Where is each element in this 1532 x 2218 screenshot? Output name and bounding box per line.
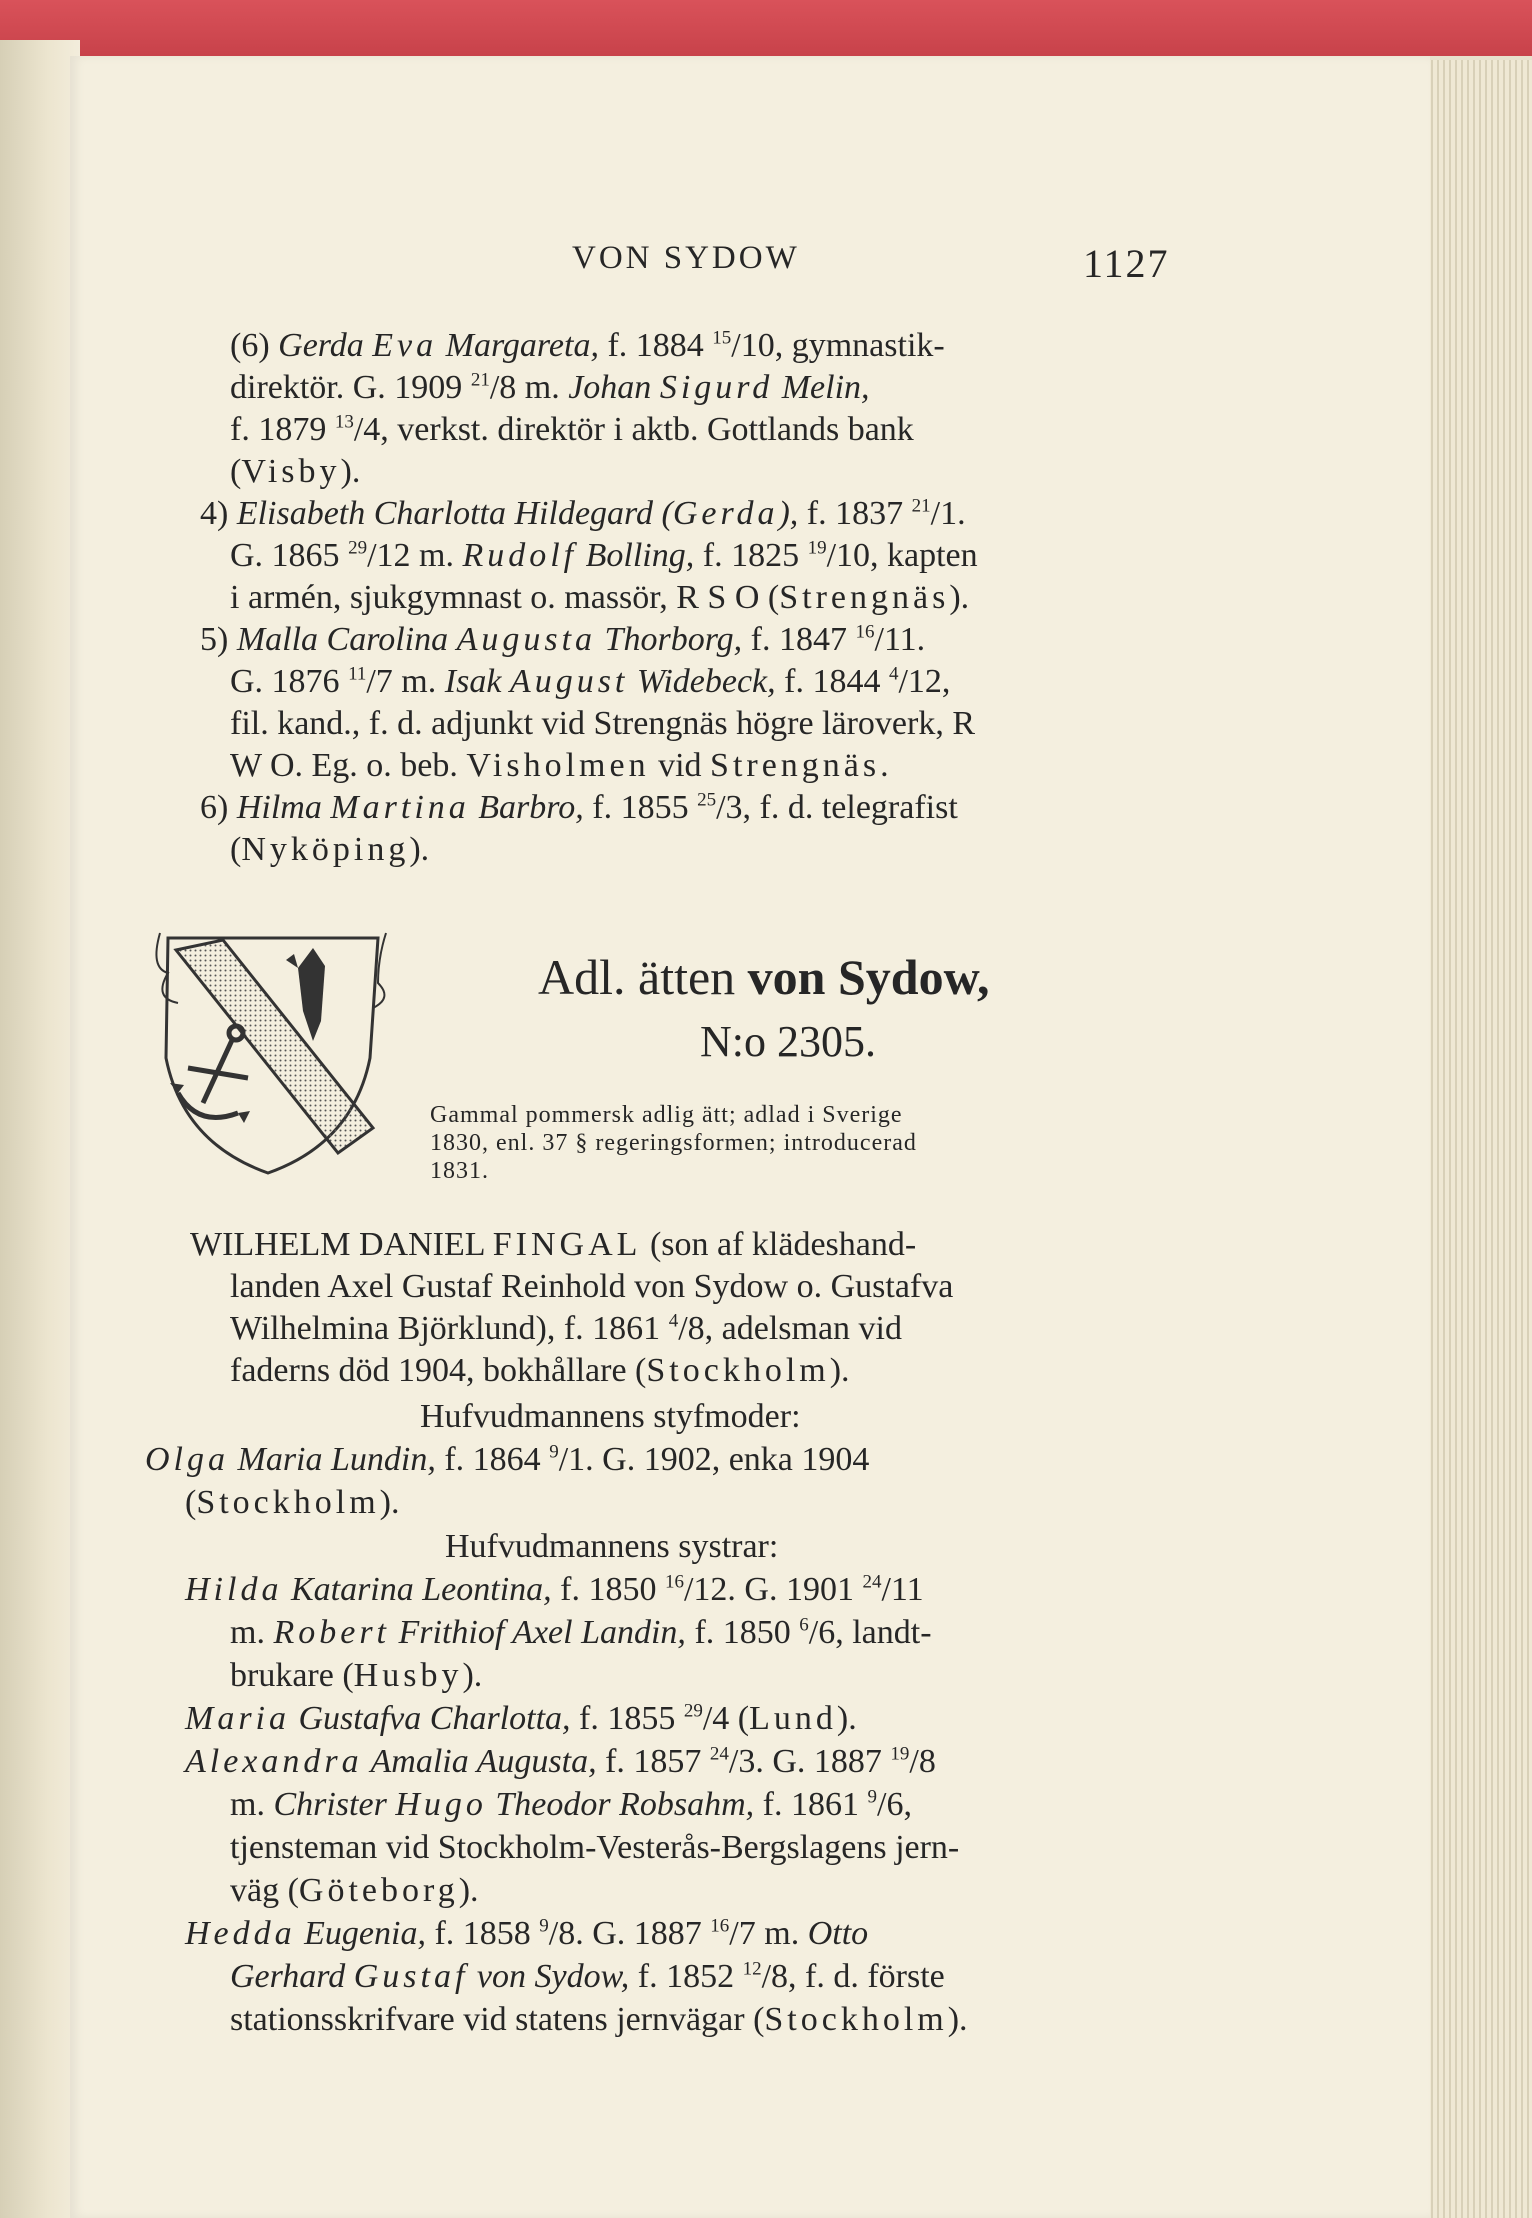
text-segment: von Sydow, <box>468 1958 630 1995</box>
page-edges <box>1425 60 1532 2218</box>
text-segment: Maria <box>185 1700 290 1737</box>
text-segment: väg ( <box>230 1872 299 1909</box>
text-segment: 29 <box>683 1700 703 1722</box>
text-line <box>230 326 945 366</box>
text-segment: f. 1858 <box>425 1915 540 1952</box>
text-line <box>200 620 925 660</box>
text-segment: ( <box>185 1484 197 1521</box>
family-number: N:o 2305. <box>700 1017 876 1066</box>
text-line <box>230 1785 912 1825</box>
text-segment: Margareta, <box>437 327 599 364</box>
text-segment: f. 1850 <box>685 1614 800 1651</box>
text-segment: Husby <box>353 1657 463 1694</box>
text-segment: Visby <box>241 453 341 490</box>
text-segment: 21 <box>470 369 490 391</box>
text-segment: Augusta <box>456 621 597 658</box>
text-segment: ). <box>462 1657 483 1694</box>
text-segment: 24 <box>862 1571 882 1593</box>
text-segment: (6) <box>230 327 279 364</box>
text-segment: 25 <box>697 789 717 811</box>
text-segment: G. 1865 <box>230 537 349 574</box>
text-segment: Martina <box>330 789 470 826</box>
text-line <box>200 788 958 828</box>
text-line <box>230 1309 902 1349</box>
text-segment: Malla Carolina <box>236 621 457 658</box>
text-segment: 9 <box>867 1786 877 1808</box>
text-segment: ). <box>340 453 361 490</box>
text-segment: direktör. G. 1909 <box>230 369 471 406</box>
text-segment: /11 <box>881 1571 924 1608</box>
page-number: 1127 <box>1083 241 1170 286</box>
text-segment: 9 <box>539 1915 549 1937</box>
text-line <box>445 1527 778 1567</box>
text-segment: Johan <box>568 369 660 406</box>
text-segment: 12 <box>742 1958 762 1980</box>
text-segment: f. 1852 <box>629 1958 743 1995</box>
text-segment: Gustafva Charlotta, <box>290 1700 571 1737</box>
family-heading: Adl. ätten von Sydow, <box>538 949 990 1005</box>
text-segment: Barbro, <box>469 789 584 826</box>
text-segment: f. 1855 <box>570 1700 684 1737</box>
text-segment: Sigurd <box>659 369 774 406</box>
text-segment: FINGAL <box>492 1226 642 1263</box>
text-segment: /10, kapten <box>826 537 978 574</box>
text-segment: Widebeck, <box>628 663 776 700</box>
text-segment: Visholmen <box>466 747 650 784</box>
text-line <box>230 368 870 408</box>
text-segment: Hufvudmannens styfmoder: <box>420 1398 801 1435</box>
text-segment: /8 m. <box>489 369 569 406</box>
text-segment: Frithiof Axel Landin, <box>390 1614 686 1651</box>
text-segment: ). <box>949 579 970 616</box>
text-segment: Christer <box>273 1786 396 1823</box>
text-line <box>230 830 429 870</box>
text-segment: 19 <box>890 1743 910 1765</box>
text-segment: f. 1879 <box>230 411 335 448</box>
text-segment: f. 1857 <box>596 1743 710 1780</box>
text-segment: /8, adelsman vid <box>678 1310 902 1347</box>
text-segment: ( <box>230 831 242 868</box>
text-segment: 21 <box>911 495 931 517</box>
text-segment: Otto <box>807 1915 869 1952</box>
text-line <box>230 536 978 576</box>
text-segment: 15 <box>712 327 732 349</box>
text-segment: 6) <box>200 789 237 826</box>
text-line <box>420 1397 801 1437</box>
text-segment: faderns död 1904, bokhållare ( <box>230 1352 647 1389</box>
text-line <box>200 494 966 534</box>
text-segment: Hilda <box>185 1571 283 1608</box>
text-segment: f. 1847 <box>742 621 856 658</box>
text-segment: /8 <box>909 1743 936 1780</box>
text-segment: Gerhard <box>230 1958 354 1995</box>
text-segment: f. 1844 <box>775 663 889 700</box>
text-segment: ). <box>409 831 430 868</box>
text-segment: G. 1876 <box>230 663 349 700</box>
text-segment: /3. G. 1887 <box>728 1743 891 1780</box>
text-line <box>230 578 969 618</box>
text-segment: /7 m. <box>729 1915 808 1952</box>
text-segment: f. 1850 <box>551 1571 665 1608</box>
text-segment: Göteborg <box>298 1872 459 1909</box>
text-segment: Rudolf <box>462 537 578 574</box>
text-line <box>230 1267 953 1307</box>
text-line <box>230 2000 968 2040</box>
text-segment: Alexandra <box>185 1743 363 1780</box>
text-line <box>230 410 914 450</box>
text-segment: stationsskrifvare vid statens jernvägar ( <box>230 2001 765 2038</box>
text-segment: WILHELM DANIEL <box>190 1226 493 1263</box>
running-header: VON SYDOW <box>572 240 800 276</box>
text-segment: 4 <box>668 1310 679 1332</box>
text-segment: /3, f. d. telegrafist <box>716 789 958 826</box>
text-line <box>185 1914 868 1954</box>
text-segment: 16 <box>855 621 875 643</box>
text-segment: 11 <box>348 663 367 685</box>
text-segment: Gustaf <box>353 1958 469 1995</box>
family-description-line: 1831. <box>430 1158 489 1184</box>
text-segment: 13 <box>334 411 354 433</box>
text-segment: m. <box>230 1786 274 1823</box>
text-segment: Eugenia, <box>295 1915 426 1952</box>
text-segment: fil. kand., f. d. adjunkt vid Strengnäs högre läroverk, R <box>230 705 976 742</box>
text-segment: /8. G. 1887 <box>548 1915 711 1952</box>
text-segment: /4 ( <box>702 1700 750 1737</box>
text-segment: vid <box>649 747 711 784</box>
text-segment: 29 <box>348 537 368 559</box>
text-segment: Elisabeth Charlotta Hildegard ( <box>236 495 673 532</box>
text-segment: /11. <box>874 621 926 658</box>
text-segment: i armén, sjukgymnast o. massör, R S O ( <box>230 579 780 616</box>
text-segment: /1. G. 1902, enka 1904 <box>558 1441 870 1478</box>
text-segment: 4) <box>200 495 237 532</box>
text-segment: ). <box>379 1484 400 1521</box>
text-line <box>185 1483 400 1523</box>
text-segment: Maria Lundin, <box>229 1441 436 1478</box>
coat-of-arms-icon <box>148 928 388 1178</box>
text-line <box>145 1440 869 1480</box>
text-segment: brukare ( <box>230 1657 354 1694</box>
text-segment: /12 m. <box>367 537 463 574</box>
text-segment: Gerda <box>672 495 779 532</box>
text-segment: tjensteman vid Stockholm-Vesterås-Bergslagens jern- <box>230 1829 960 1866</box>
text-line <box>185 1742 936 1782</box>
text-segment: 9 <box>549 1441 559 1463</box>
text-segment: ), <box>778 495 799 532</box>
text-segment: Amalia Augusta, <box>362 1743 597 1780</box>
text-segment: Hufvudmannens systrar: <box>445 1528 779 1565</box>
text-segment: Gerda <box>278 327 373 364</box>
text-segment: f. 1825 <box>694 537 808 574</box>
text-segment: 16 <box>664 1571 684 1593</box>
family-description-line: Gammal pommersk adlig ätt; adlad i Sverige <box>430 1102 903 1128</box>
text-segment: Katarina Leontina, <box>282 1571 552 1608</box>
book-binding-edge <box>0 0 1532 56</box>
text-segment: Isak <box>444 663 510 700</box>
family-description-line: 1830, enl. 37 § regeringsformen; introducerad <box>430 1130 917 1156</box>
text-line <box>230 1656 482 1696</box>
text-segment: ). <box>829 1352 850 1389</box>
text-segment: ). <box>458 1872 479 1909</box>
text-segment: ). <box>947 2001 968 2038</box>
text-line <box>230 704 975 744</box>
text-segment: Lund <box>749 1700 837 1737</box>
text-segment: Stockholm <box>764 2001 948 2038</box>
text-line <box>230 1351 850 1391</box>
text-segment: Strengnäs <box>710 747 881 784</box>
text-segment: /6, landt- <box>808 1614 932 1651</box>
text-segment: 16 <box>710 1915 730 1937</box>
book-gutter <box>0 40 80 2218</box>
text-line <box>230 1871 479 1911</box>
text-segment: /12, <box>898 663 951 700</box>
text-segment: Stockholm <box>196 1484 380 1521</box>
text-segment: /10, gymnastik- <box>731 327 945 364</box>
text-segment: Theodor Robsahm, <box>486 1786 755 1823</box>
text-segment: f. 1884 <box>598 327 713 364</box>
text-line <box>230 452 360 492</box>
text-segment: Melin, <box>773 369 870 406</box>
text-segment: f. 1837 <box>798 495 912 532</box>
text-segment: m. <box>230 1614 274 1651</box>
text-segment: Olga <box>145 1441 229 1478</box>
text-segment: W O. Eg. o. beb. <box>230 747 467 784</box>
text-segment: 19 <box>807 537 827 559</box>
text-line <box>230 1613 932 1653</box>
text-segment: Strengnäs <box>779 579 950 616</box>
text-segment: f. 1855 <box>583 789 698 826</box>
text-segment: /12. G. 1901 <box>683 1571 863 1608</box>
text-segment: Thorborg, <box>596 621 743 658</box>
text-segment: Bolling, <box>577 537 695 574</box>
text-segment: Wilhelmina Björklund), f. 1861 <box>230 1310 669 1347</box>
text-segment: /6, <box>877 1786 912 1823</box>
text-segment: Hilma <box>236 789 331 826</box>
text-line <box>185 1699 857 1739</box>
text-line <box>230 1828 959 1868</box>
text-segment: ( <box>230 453 242 490</box>
text-segment: 4 <box>888 663 899 685</box>
text-segment: /1. <box>930 495 966 532</box>
text-segment: /4, verkst. direktör i aktb. Gottlands bank <box>353 411 914 448</box>
text-segment: . <box>880 747 889 784</box>
text-line <box>230 1957 945 1997</box>
text-segment: 6 <box>799 1614 809 1636</box>
text-line <box>230 746 889 786</box>
text-segment: Stockholm <box>646 1352 830 1389</box>
text-segment: /7 m. <box>366 663 445 700</box>
text-segment: ). <box>836 1700 857 1737</box>
text-segment: /8, f. d. förste <box>761 1958 945 1995</box>
text-segment: landen Axel Gustaf Reinhold von Sydow o. Gustafva <box>230 1268 954 1305</box>
text-segment: (son af klädeshand- <box>641 1226 917 1263</box>
text-segment: Robert <box>273 1614 390 1651</box>
text-segment: 24 <box>709 1743 729 1765</box>
text-line <box>230 662 950 702</box>
text-line <box>190 1225 916 1265</box>
text-segment: Nyköping <box>241 831 410 868</box>
text-segment: Hugo <box>395 1786 487 1823</box>
text-line <box>185 1570 924 1610</box>
text-segment: f. 1861 <box>754 1786 868 1823</box>
text-segment: f. 1864 <box>435 1441 550 1478</box>
text-segment: Hedda <box>185 1915 296 1952</box>
text-segment: Eva <box>372 327 438 364</box>
text-segment: August <box>509 663 629 700</box>
text-segment: 5) <box>200 621 237 658</box>
